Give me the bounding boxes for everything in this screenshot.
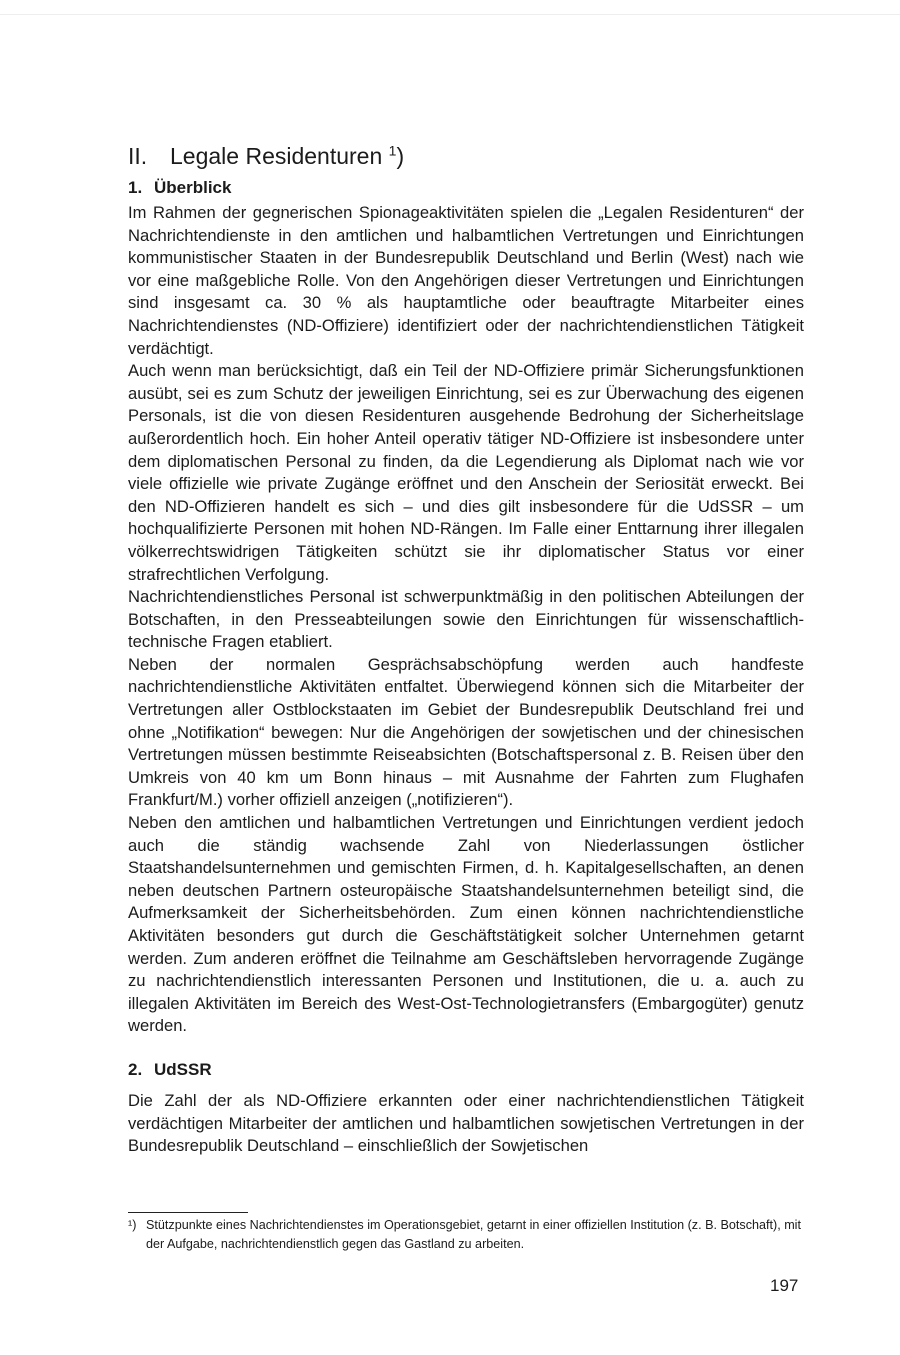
paragraph: Die Zahl der als ND-Offiziere erkannten oder einer nachrichtendienstlichen Tätigkeit verdächtigen Mitarbeiter der amtlichen und halbamtlichen sowjetischen Vertretungen in der Bundesrepublik Deutschland – einschließlich der Sowjetischen — [128, 1090, 804, 1156]
chapter-title-text: Legale Residenturen — [170, 143, 383, 169]
section-heading-text: UdSSR — [154, 1059, 212, 1079]
scan-edge-line — [0, 14, 900, 15]
chapter-title — [128, 140, 804, 172]
footnote-divider — [128, 1212, 248, 1213]
footnote-text: Stützpunkte eines Nachrichtendienstes im Operationsgebiet, getarnt in einer offiziellen Institution (z. B. Botschaft), mit der Aufgabe, nachrichtendienstlich gegen das Gastland zu arbeiten. — [146, 1218, 801, 1251]
paragraph: Auch wenn man berücksichtigt, daß ein Teil der ND-Offiziere primär Sicherungsfunktionen ausübt, sei es zum Schutz der jeweiligen Einrichtung, sei es zur Überwachung des eigenen Personals, ist die von diesen Residenturen ausgehende Bedrohung der Sicherheitslage außerordentlich hoch. Ein hoher Anteil operativ tätiger ND-Offiziere ist insbesondere unter dem diplomatischen Personal zu finden, da die Legendierung als Diplomat nach wie vor viele offizielle wie private Zugänge eröffnet und den Anschein der Seriosität erweckt. Bei den ND-Offizieren handelt es sich – und dies gilt insbesondere für die UdSSR – um hochqualifizierte Personen mit hohen ND-Rängen. Im Falle einer Enttarnung ihrer illegalen völkerrechtswidrigen Tätigkeiten schützt sie ihr diplomatischer Status vor einer strafrechtlichen Verfolgung. — [128, 361, 804, 584]
section-heading-udssr — [128, 1056, 804, 1084]
section-number: 2. — [128, 1059, 143, 1079]
footnote — [128, 1216, 804, 1254]
footnote-marker: ¹) — [128, 1218, 137, 1232]
section-heading-text: Überblick — [154, 178, 232, 197]
footnote-reference-paren: ) — [396, 143, 405, 169]
paragraph: Nachrichtendienstliches Personal ist schwerpunktmäßig in den politischen Abteilungen der Botschaften, in den Presseabteilungen sowie den Einrichtungen für wissenschaftlich-technische Fragen etabliert. — [128, 587, 804, 652]
page-content — [128, 140, 804, 1158]
chapter-number: II. — [128, 143, 148, 169]
paragraph: Neben den amtlichen und halbamtlichen Vertretungen und Einrichtungen verdient jedoch auch die ständig wachsende Zahl von Niederlassungen östlicher Staatshandelsunternehmen und gemischten Firmen, d. h. Kapitalgesellschaften, an denen neben deutschen Partnern osteuropäische Staatshandelsunternehmen beteiligt sind, die Aufmerksamkeit der Sicherheitsbehörden. Zum einen können nachrichtendienstliche Aktivitäten besonders gut durch die Geschäftstätigkeit solcher Unternehmen getarnt werden. Zum anderen eröffnet die Teilnahme am Geschäftsleben hervorragende Zugänge zu nachrichtendienstlich interessanten Personen und Institutionen, die u. a. auch zu illegalen Aktivitäten im Bereich des West-Ost-Technologietransfers (Embargogüter) genutz werden. — [128, 813, 804, 1036]
page-number: 197 — [770, 1276, 799, 1295]
footnote-reference: 1 — [388, 142, 397, 159]
paragraph: Neben der normalen Gesprächsabschöpfung werden auch handfeste nachrichtendienstliche Aktivitäten entfaltet. Überwiegend können sich die Mitarbeiter der Vertretungen aller Ostblockstaaten im Gebiet der Bundesrepublik Deutschland frei und ohne „Notifikation“ bewegen: Nur die Angehörigen der sowjetischen und der chinesischen Vertretungen müssen bestimmte Reiseabsichten (Botschaftspersonal z. B. Reisen über den Umkreis von 40 km um Bonn hinaus – mit Ausnahme der Fahrten zum Flughafen Frankfurt/M.) vorher offiziell anzeigen („notifizieren“). — [128, 654, 804, 810]
paragraph: Im Rahmen der gegnerischen Spionageaktivitäten spielen die „Legalen Residenturen“ der Nachrichtendienste in den amtlichen und halbamtlichen Vertretungen und Einrichtungen kommunistischer Staaten in der Bundesrepublik Deutschland und Berlin (West) nach wie vor eine maßgebliche Rolle. Von den Angehörigen dieser Vertretungen und Einrichtungen sind insgesamt ca. 30 % als hauptamtliche oder beauftragte Mitarbeiter eines Nachrichtendienstes (ND-Offiziere) identifiziert oder der nachrichtendienstlichen Tätigkeit verdächtigt. — [128, 203, 804, 358]
section-heading-overview — [128, 174, 804, 202]
section-number: 1. — [128, 178, 143, 197]
